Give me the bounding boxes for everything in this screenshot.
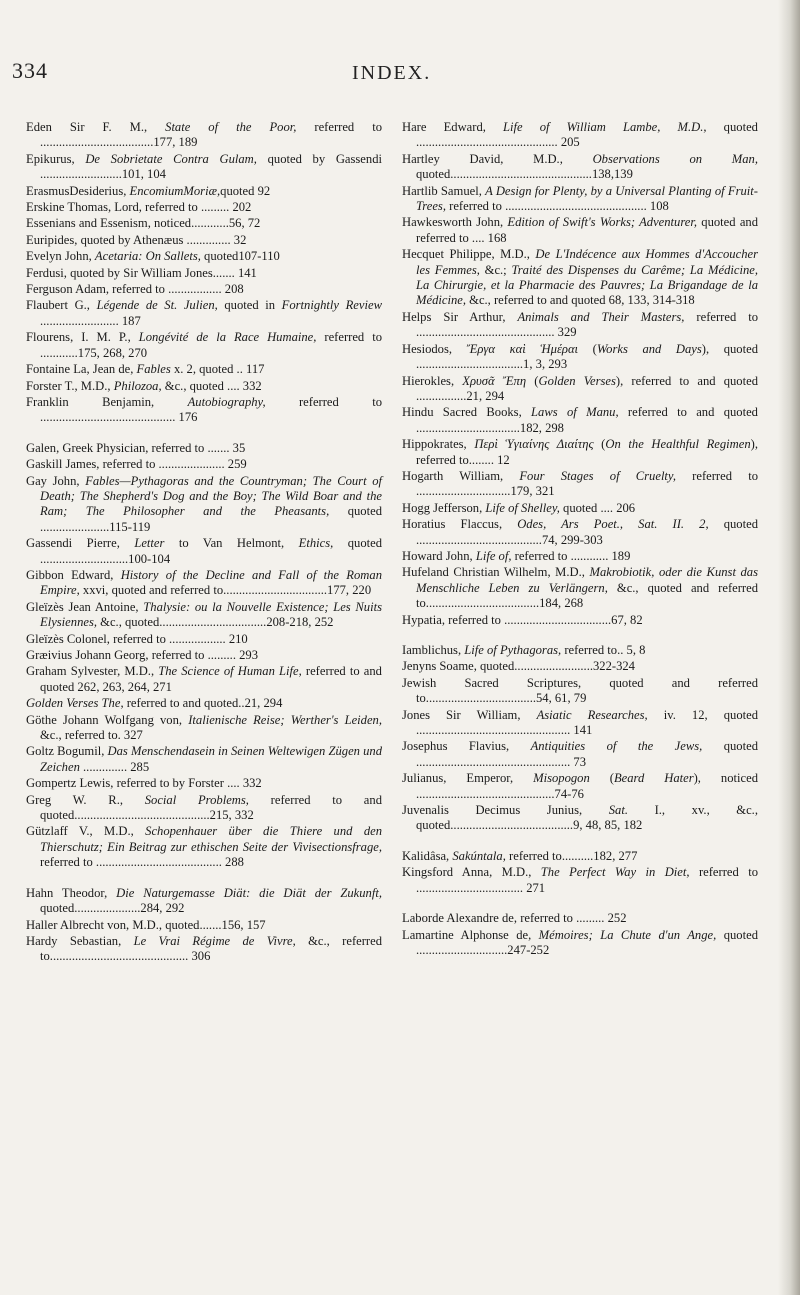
index-entry: Horatius Flaccus, Odes, Ars Poet., Sat. II. 2, quoted ........................................74, 299-303	[402, 517, 758, 547]
index-entry: Iamblichus, Life of Pythagoras, referred to.. 5, 8	[402, 643, 646, 657]
index-entry: Helps Sir Arthur, Animals and Their Masters, referred to ............................................ 329	[402, 309, 758, 340]
index-entry: Hardy Sebastian, Le Vrai Régime de Vivre, &c., referred to............................................ 306	[26, 933, 383, 964]
index-entry: Hufeland Christian Wilhelm, M.D., Makrobiotik, oder die Kunst das Menschliche Leben zu Verlängern, &c., quoted and referred to....................................184, 268	[402, 565, 759, 611]
index-entry: Göthe Johann Wolfgang von, Italienische Reise; Werther's Leiden, &c., referred to. 327	[26, 712, 382, 743]
index-entry: Hartlib Samuel, A Design for Plenty, by a Universal Planting of Fruit-Trees, referred to ............................................. 108	[402, 183, 758, 214]
index-entry: Hartley David, M.D., Observations on Man, quoted.............................................138,139	[402, 151, 758, 182]
index-entry: Flourens, I. M. P., Longévité de la Race Humaine, referred to ............175, 268, 270	[26, 330, 382, 360]
index-entry: Jewish Sacred Scriptures, quoted and referred to...................................54, 61, 79	[402, 675, 758, 706]
page-scan-edge	[778, 0, 800, 1295]
index-entry: Graham Sylvester, M.D., The Science of Human Life, referred to and quoted 262, 263, 264, 271	[26, 664, 382, 694]
index-entry: Evelyn John, Acetaria: On Sallets, quoted107-110	[26, 249, 280, 264]
index-entry: Græivius Johann Georg, referred to ......... 293	[26, 648, 259, 662]
index-entry: Goltz Bogumil, Das Menschendasein in Seinen Weltewigen Zügen und Zeichen .............. 285	[26, 744, 383, 774]
index-entry: Kalidâsa, Sakúntala, referred to..........182, 277	[402, 848, 638, 863]
index-entry: Euripides, quoted by Athenæus .............. 32	[26, 232, 247, 247]
index-entry: Hippokrates, Περὶ Ὑγιαίνης Διαίτης (On the Healthful Regimen), referred to........ 12	[402, 437, 759, 467]
index-entry: Gassendi Pierre, Letter to Van Helmont, Ethics, quoted ............................100-104	[26, 536, 383, 566]
index-entry: Forster T., M.D., Philozoa, &c., quoted .... 332	[26, 378, 262, 393]
index-entry: Greg W. R., Social Problems, referred to and quoted...........................................215, 332	[26, 792, 382, 823]
index-entry: Laborde Alexandre de, referred to ......... 252	[402, 911, 627, 926]
index-entry: Ferdusi, quoted by Sir William Jones....... 141	[26, 265, 257, 280]
index-column-left	[26, 120, 382, 966]
index-entry: Hypatia, referred to ..................................67, 82	[402, 612, 643, 627]
index-entry: Hogarth William, Four Stages of Cruelty, referred to ..............................179, 321	[402, 468, 758, 499]
index-entry: Gleïzès Colonel, referred to .................. 210	[26, 631, 248, 646]
index-entry: Hogg Jefferson, Life of Shelley, quoted .... 206	[402, 500, 636, 515]
index-entry: Ferguson Adam, referred to ................. 208	[26, 282, 244, 297]
index-entry: Haller Albrecht von, M.D., quoted.......156, 157	[26, 917, 266, 932]
index-entry: Golden Verses The, referred to and quoted..21, 294	[26, 696, 283, 711]
index-entry: Eden Sir F. M., State of the Poor, referred to ....................................177, 189	[26, 120, 382, 150]
index-entry: Essenians and Essenism, noticed............56, 72	[26, 216, 261, 231]
index-entry: Julianus, Emperor, Misopogon (Beard Hater), noticed ............................................74-76	[402, 771, 758, 801]
index-column-right	[402, 120, 758, 959]
running-head: INDEX.	[352, 62, 432, 84]
index-entry: Gibbon Edward, History of the Decline and Fall of the Roman Empire, xxvi, quoted and referred to.................................177, 220	[26, 567, 382, 598]
index-entry: Gleïzès Jean Antoine, Thalysie: ou la Nouvelle Existence; Les Nuits Elysiennes, &c., quoted..................................208-218, 252	[26, 599, 382, 630]
index-entry: Josephus Flavius, Antiquities of the Jews, quoted ................................................. 73	[402, 739, 758, 769]
index-entry: Howard John, Life of, referred to ............ 189	[402, 548, 631, 563]
index-entry: Gaskill James, referred to ..................... 259	[26, 457, 247, 472]
index-entry: Hierokles, Χρυσᾶ Ἔπη (Golden Verses), referred to and quoted ................21, 294	[402, 373, 758, 403]
index-entry: Franklin Benjamin, Autobiography, referred to ........................................... 176	[26, 394, 383, 425]
index-entry: Erskine Thomas, Lord, referred to ......... 202	[26, 200, 252, 215]
index-entry: Jones Sir William, Asiatic Researches, iv. 12, quoted ................................................. 141	[402, 707, 759, 738]
index-entry: Hesiodos, Ἔργα καὶ Ἡμέραι (Works and Days), quoted ..................................1, 3, 293	[402, 341, 758, 372]
index-entry: Jenyns Soame, quoted.........................322-324	[402, 659, 635, 674]
index-entry: Hecquet Philippe, M.D., De L'Indécence aux Hommes d'Accoucher les Femmes, &c.; Traité des Dispenses du Carême; La Médicine, La Chirurgie, et la Pharmacie des Pauvres; La Brigandage de la Médicine, &c., referred to and quoted 68, 133, 314-318	[402, 247, 758, 308]
index-entry: Gompertz Lewis, referred to by Forster .... 332	[26, 776, 262, 791]
index-entry: Hahn Theodor, Die Naturgemasse Diät: die Diät der Zukunft, quoted.....................284, 292	[26, 885, 383, 916]
index-entry: Flaubert G., Légende de St. Julien, quoted in Fortnightly Review ......................... 187	[26, 298, 382, 328]
index-entry: Fontaine La, Jean de, Fables x. 2, quoted .. 117	[26, 362, 265, 377]
index-entry: Lamartine Alphonse de, Mémoires; La Chute d'un Ange, quoted .............................247-252	[402, 927, 758, 957]
index-entry: Hawkesworth John, Edition of Swift's Works; Adventurer, quoted and referred to .... 168	[402, 215, 759, 245]
index-entry: Gützlaff V., M.D., Schopenhauer über die Thiere und den Thierschutz; Ein Beitrag zur ethischen Seite der Vivisectionsfrage, referred to ........................................ 288	[26, 824, 383, 870]
index-entry: Galen, Greek Physician, referred to ....... 35	[26, 440, 246, 455]
index-entry: ErasmusDesiderius, EncomiumMoriæ,quoted 92	[26, 183, 271, 198]
index-entry: Epikurus, De Sobrietate Contra Gulam, quoted by Gassendi ..........................101, 104	[26, 151, 382, 182]
index-entry: Hare Edward, Life of William Lambe, M.D., quoted ............................................. 205	[402, 120, 758, 150]
index-entry: Hindu Sacred Books, Laws of Manu, referred to and quoted .................................182, 298	[402, 405, 758, 435]
page-number: 334	[12, 58, 48, 83]
index-entry: Juvenalis Decimus Junius, Sat. I., xv., &c., quoted.......................................9, 48, 85, 182	[402, 803, 758, 833]
index-entry: Kingsford Anna, M.D., The Perfect Way in Diet, referred to .................................. 271	[402, 865, 758, 895]
index-entry: Gay John, Fables—Pythagoras and the Countryman; The Court of Death; The Shepherd's Dog and the Boy; The Wild Boar and the Ram; The Philosopher and the Pheasants, quoted ......................115-119	[26, 473, 383, 534]
